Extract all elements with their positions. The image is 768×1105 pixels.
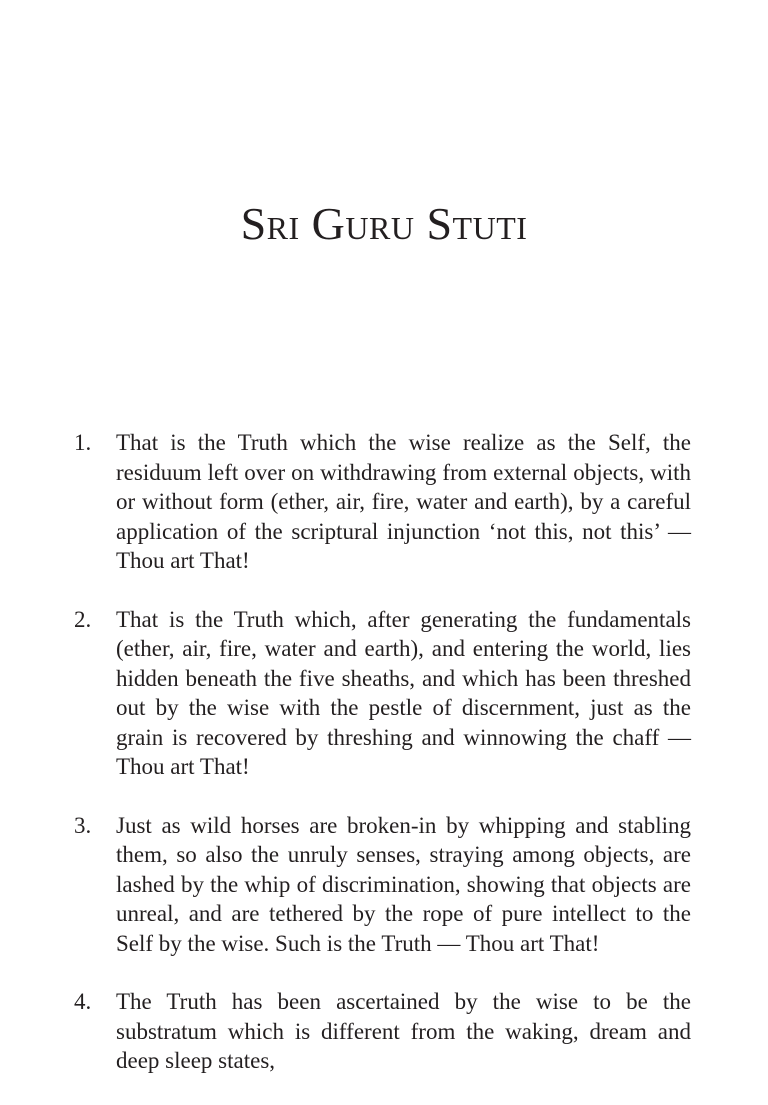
verse-item-3 — [74, 811, 691, 959]
verse-item-1 — [74, 428, 691, 576]
page-title: Sri Guru Stuti — [240, 198, 528, 249]
verse-text: That is the Truth which, after generating the fundamentals (ether, air, fire, water and earth), and entering the world, lies hidden beneath the five sheaths, and which has been threshed out by the wise with the pestle of discernment, just as the grain is recovered by threshing and winnowing the chaff — Thou art That! — [116, 606, 691, 779]
verse-number: 2. — [74, 606, 92, 632]
verse-number: 3. — [74, 812, 92, 838]
verse-number: 1. — [74, 430, 92, 455]
verse-list — [74, 428, 691, 1105]
verse-text: That is the Truth which the wise realize as the Self, the residuum left over on withdrawing from external objects, with or without form (ether, air, fire, water and earth), by a careful application of the scriptural injunction ‘not this, not this’ — Thou art That! — [116, 430, 691, 573]
verse-item-4 — [74, 987, 691, 1076]
verse-number: 4. — [74, 989, 92, 1014]
verse-text: Just as wild horses are broken-in by whipping and stabling them, so also the unruly senses, straying among objects, are lashed by the whip of discrimination, showing that objects are unreal, and are tethered by the rope of pure intellect to the Self by the wise. Such is the Truth — Thou art That! — [116, 812, 691, 956]
verse-item-2 — [74, 605, 691, 782]
verse-text: The Truth has been ascertained by the wise to be the substratum which is different from the waking, dream and deep sleep states, — [116, 989, 691, 1073]
